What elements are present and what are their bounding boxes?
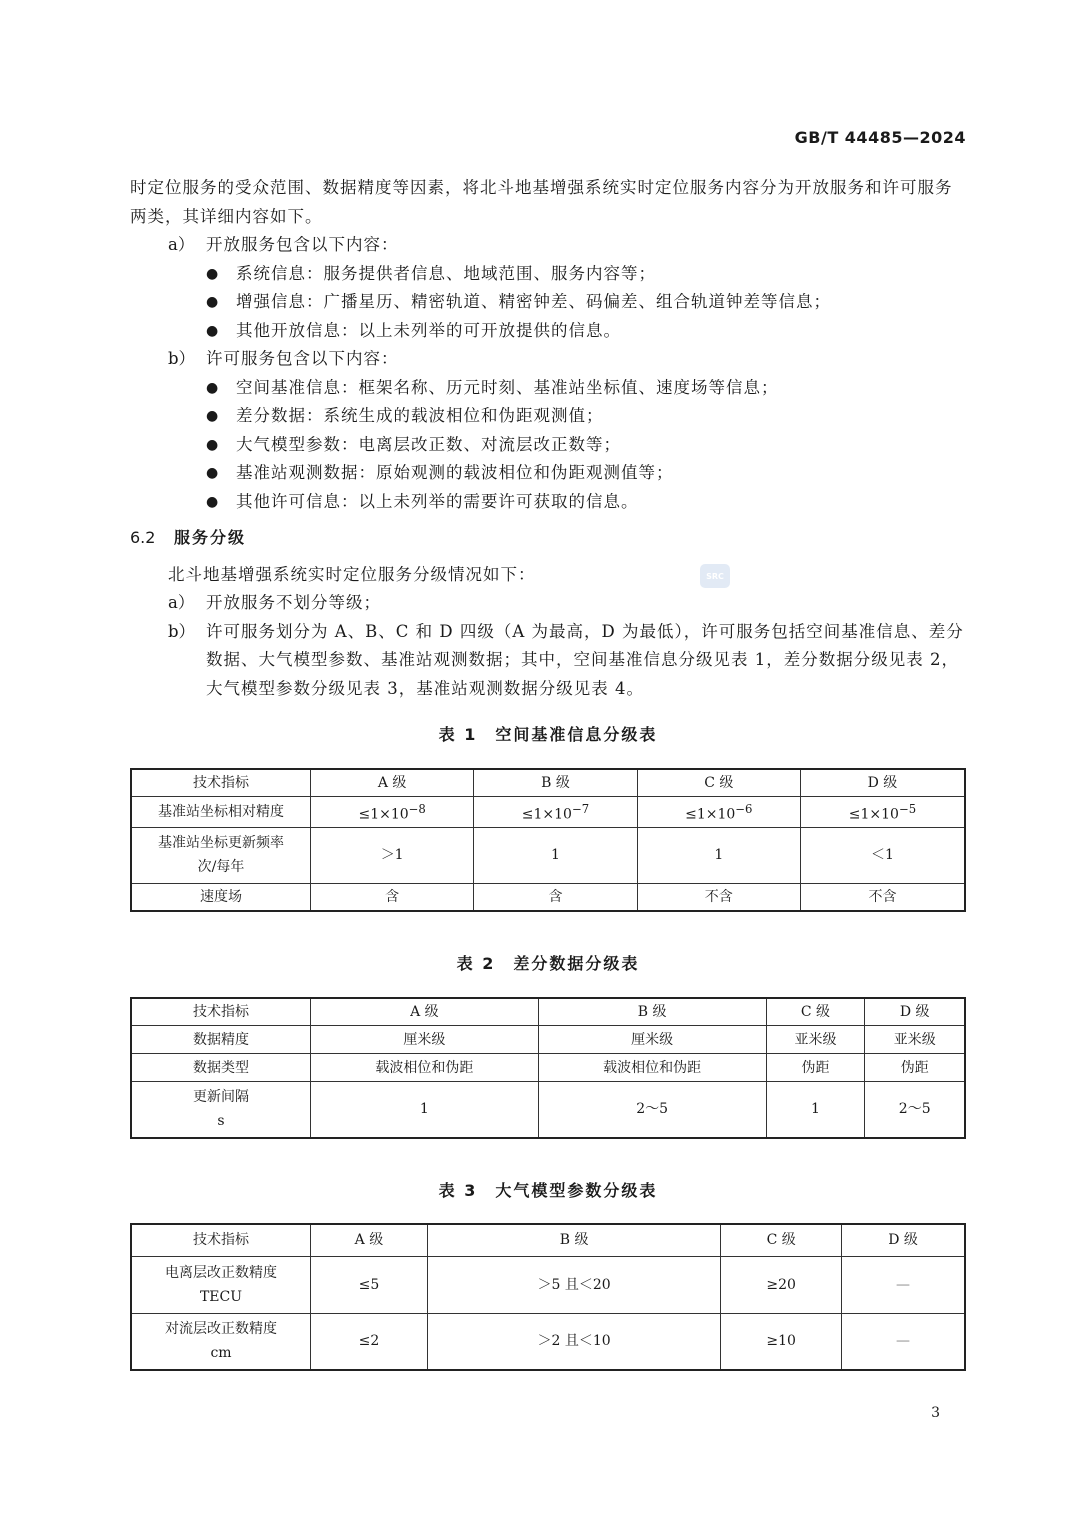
bullet-dot-icon: ● <box>206 436 219 453</box>
bullet-text: 其他开放信息：以上未列举的可开放提供的信息。 <box>236 320 621 340</box>
exponent: −6 <box>735 802 753 816</box>
list-label: a） <box>168 593 195 612</box>
table-cell <box>474 797 637 828</box>
row-label: 速度场 <box>131 883 311 911</box>
table-row <box>131 1082 965 1138</box>
header-cell: A 级 <box>311 998 539 1026</box>
table-header-row <box>131 1224 965 1256</box>
table-cell: 伪距 <box>766 1054 865 1082</box>
list-item-b <box>130 345 966 374</box>
table-cell <box>637 797 800 828</box>
header-cell: 技术指标 <box>131 769 311 797</box>
row-unit: s <box>217 1113 225 1130</box>
table-cell: ＞1 <box>311 827 474 883</box>
table-1 <box>130 768 966 913</box>
list-text: 许可服务包含以下内容： <box>206 349 399 368</box>
bullet-dot-icon: ● <box>206 265 219 282</box>
bullet-text: 空间基准信息：框架名称、历元时刻、基准站坐标值、速度场等信息； <box>236 377 779 397</box>
header-cell: D 级 <box>800 769 965 797</box>
header-cell: B 级 <box>427 1224 720 1256</box>
table-cell: 亚米级 <box>766 1026 865 1054</box>
header-cell: C 级 <box>721 1224 842 1256</box>
table-cell: 厘米级 <box>311 1026 539 1054</box>
bullet-dot-icon: ● <box>206 408 219 424</box>
row-label: 数据精度 <box>131 1026 311 1054</box>
table-cell: 厘米级 <box>538 1026 766 1054</box>
cell-value: ≤1×10 <box>358 806 409 823</box>
row-label-text: 更新间隔 <box>193 1089 249 1106</box>
row-label <box>131 1313 311 1370</box>
section-number: 6.2 <box>130 528 156 547</box>
table-cell: — <box>842 1313 965 1370</box>
row-label: 基准站坐标相对精度 <box>131 797 311 828</box>
list-label: b） <box>168 621 196 641</box>
table-row <box>131 827 965 883</box>
header-cell: D 级 <box>842 1224 965 1256</box>
header-cell: C 级 <box>637 769 800 797</box>
bullet-item <box>130 374 966 403</box>
table-cell: ≤2 <box>311 1313 428 1370</box>
table-cell: — <box>842 1256 965 1313</box>
row-label-text: 电离层改正数精度 <box>165 1264 277 1281</box>
table-cell: ＞5 且＜20 <box>427 1256 720 1313</box>
header-cell: B 级 <box>474 769 637 797</box>
grading-item-a <box>130 589 966 618</box>
header-cell: 技术指标 <box>131 1224 311 1256</box>
watermark-logo: SRC <box>700 564 730 588</box>
table-2 <box>130 997 966 1139</box>
row-label <box>131 827 311 883</box>
bullet-text: 差分数据：系统生成的载波相位和伪距观测值； <box>236 406 604 425</box>
section-title: 服务分级 <box>174 528 247 547</box>
table-cell: 含 <box>311 883 474 911</box>
bullet-dot-icon: ● <box>206 493 219 510</box>
intro-paragraph: 时定位服务的受众范围、数据精度等因素，将北斗地基增强系统实时定位服务内容分为开放服务和许可服务两类，其详细内容如下。 <box>130 178 953 226</box>
row-label-text: 基准站坐标更新频率 <box>158 835 284 852</box>
bullet-item <box>130 431 966 460</box>
table-cell <box>800 797 965 828</box>
table-cell <box>311 797 474 828</box>
page-content <box>130 174 966 1371</box>
bullet-item <box>130 459 966 488</box>
bullet-text: 其他许可信息：以上未列举的需要许可获取的信息。 <box>236 491 639 511</box>
table-cell: 1 <box>474 827 637 883</box>
table-header-row <box>131 769 965 797</box>
bullet-dot-icon: ● <box>206 322 219 339</box>
bullet-dot-icon: ● <box>206 465 219 481</box>
list-label: a） <box>168 235 195 254</box>
bullet-text: 大气模型参数：电离层改正数、对流层改正数等； <box>236 434 621 454</box>
table-1-title: 表 1 空间基准信息分级表 <box>438 725 658 744</box>
exponent: −5 <box>898 802 917 816</box>
page-number: 3 <box>931 1405 940 1421</box>
row-label: 数据类型 <box>131 1054 311 1082</box>
row-label <box>131 1256 311 1313</box>
cell-value: ≤1×10 <box>685 806 736 823</box>
table-cell: 载波相位和伪距 <box>311 1054 539 1082</box>
table-row <box>131 1054 965 1082</box>
table-cell: ≥20 <box>721 1256 842 1313</box>
table-cell: 1 <box>766 1082 865 1138</box>
table-cell: ≤5 <box>311 1256 428 1313</box>
row-unit: TECU <box>199 1288 243 1305</box>
table-3-title: 表 3 大气模型参数分级表 <box>438 1180 658 1200</box>
bullet-item <box>130 260 966 289</box>
table-3 <box>130 1223 966 1371</box>
table-2-title: 表 2 差分数据分级表 <box>456 954 640 974</box>
table-row <box>131 1256 965 1313</box>
row-label-text: 对流层改正数精度 <box>165 1321 277 1338</box>
table-row <box>131 1313 965 1370</box>
table-cell: 伪距 <box>865 1054 965 1082</box>
table-row <box>131 1026 965 1054</box>
table-cell: 含 <box>474 883 637 911</box>
bullet-text: 增强信息：广播星历、精密轨道、精密钟差、码偏差、组合轨道钟差等信息； <box>236 292 831 311</box>
grading-lead: 北斗地基增强系统实时定位服务分级情况如下： <box>168 564 536 584</box>
table-cell: 2～5 <box>865 1082 965 1138</box>
cell-value: ≤1×10 <box>848 806 899 823</box>
list-text: 许可服务划分为 A、B、C 和 D 四级（A 为最高，D 为最低），许可服务包括空间基准信息、差分数据、大气模型参数、基准站观测数据；其中，空间基准信息分级见表 1，差分数据分级见表 2，大气模型参数分级见表 3，基准站观测数据分级见表 4。 <box>206 621 964 698</box>
exponent: −7 <box>571 802 590 816</box>
table-cell: ＞2 且＜10 <box>427 1313 720 1370</box>
cell-value: ≤1×10 <box>521 806 572 823</box>
header-cell: A 级 <box>311 1224 428 1256</box>
header-cell: D 级 <box>865 998 965 1026</box>
table-header-row <box>131 998 965 1026</box>
bullet-dot-icon: ● <box>206 294 219 310</box>
bullet-text: 基准站观测数据：原始观测的载波相位和伪距观测值等； <box>236 463 674 482</box>
header-cell: C 级 <box>766 998 865 1026</box>
table-cell: ≥10 <box>721 1313 842 1370</box>
exponent: −8 <box>408 802 426 816</box>
bullet-item <box>130 488 966 517</box>
row-unit: cm <box>210 1345 232 1362</box>
list-text: 开放服务包含以下内容： <box>206 235 399 254</box>
table-cell: 载波相位和伪距 <box>538 1054 766 1082</box>
section-heading <box>130 524 966 553</box>
list-label: b） <box>168 349 196 368</box>
table-cell: 亚米级 <box>865 1026 965 1054</box>
table-cell: ＜1 <box>800 827 965 883</box>
header-cell: A 级 <box>311 769 474 797</box>
bullet-text: 系统信息：服务提供者信息、地域范围、服务内容等； <box>236 263 656 283</box>
table-cell: 2～5 <box>538 1082 766 1138</box>
grading-item-b <box>130 618 966 704</box>
header-cell: B 级 <box>538 998 766 1026</box>
bullet-item <box>130 288 966 317</box>
table-row <box>131 797 965 828</box>
table-row <box>131 883 965 911</box>
bullet-dot-icon: ● <box>206 379 219 396</box>
row-label <box>131 1082 311 1138</box>
bullet-item <box>130 317 966 346</box>
standard-code: GB/T 44485—2024 <box>794 128 966 147</box>
list-text: 开放服务不划分等级； <box>206 593 381 612</box>
row-unit: 次/每年 <box>197 859 245 876</box>
table-cell: 不含 <box>637 883 800 911</box>
header-cell: 技术指标 <box>131 998 311 1026</box>
bullet-item <box>130 402 966 431</box>
list-item-a <box>130 231 966 260</box>
table-cell: 1 <box>311 1082 539 1138</box>
table-cell: 1 <box>637 827 800 883</box>
table-cell: 不含 <box>800 883 965 911</box>
